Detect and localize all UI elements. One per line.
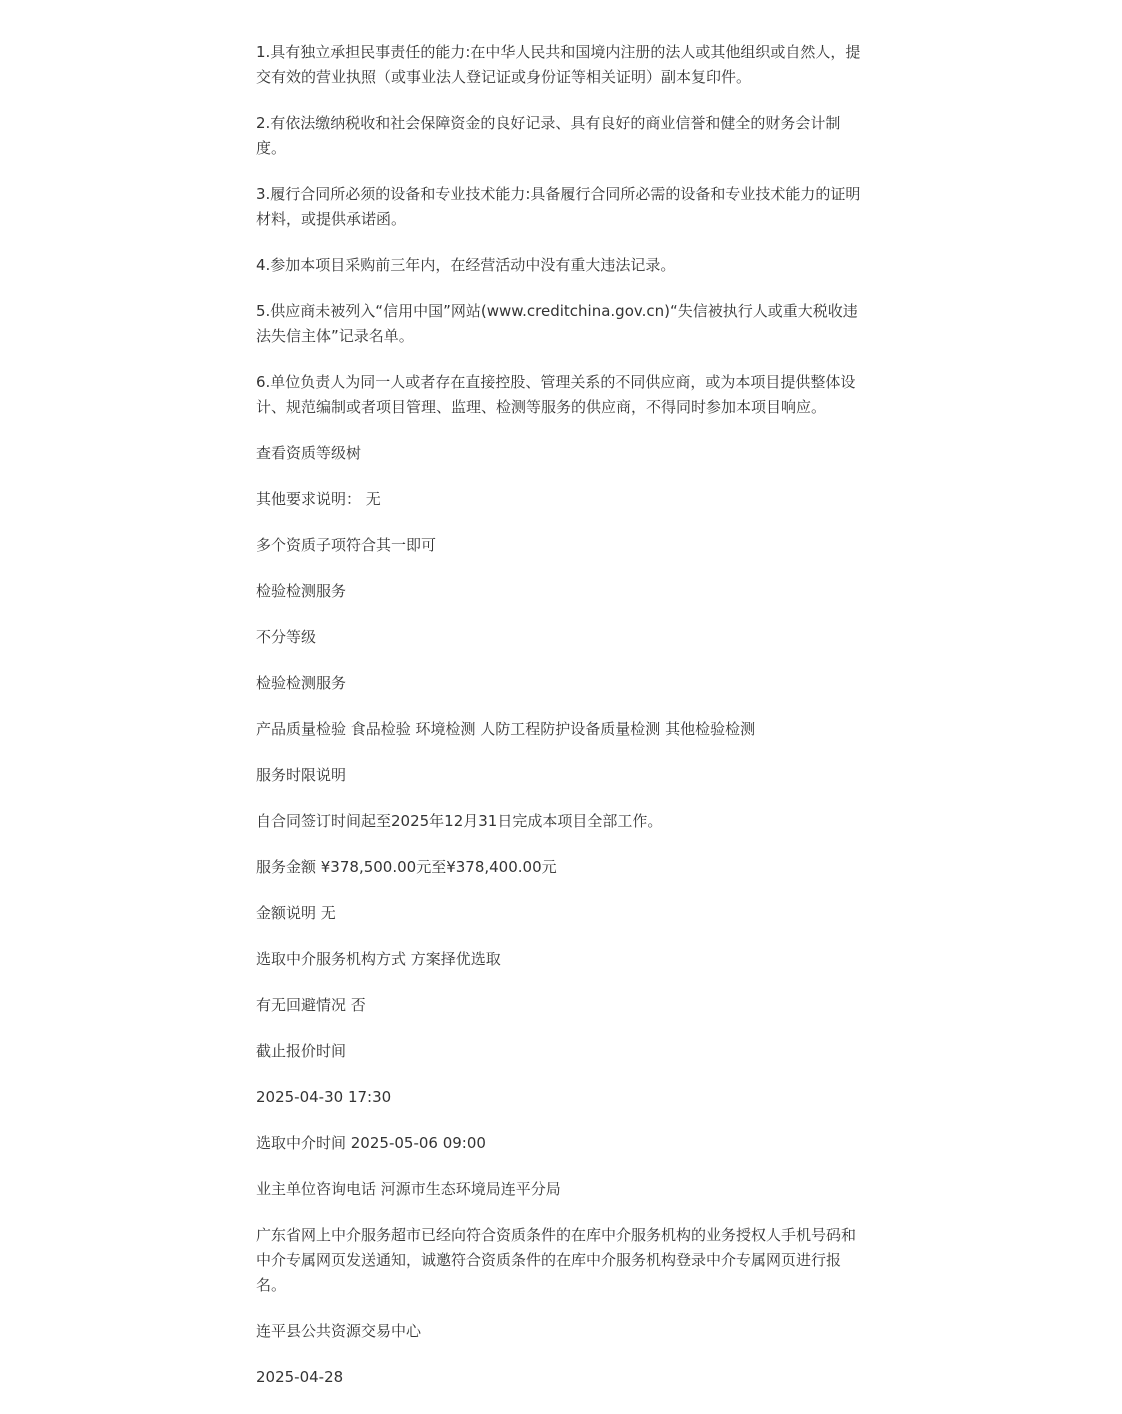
selection-time: 选取中介时间 2025-05-06 09:00 — [256, 1134, 486, 1152]
announcement-content — [256, 40, 870, 1411]
service-amount: 服务金额 ¥378,500.00元至¥378,400.00元 — [256, 858, 557, 876]
qualification-sub-items: 产品质量检验 食品检验 环境检测 人防工程防护设备质量检测 其他检验检测 — [256, 720, 756, 738]
notice-text: 广东省网上中介服务超市已经向符合资质条件的在库中介服务机构的业务授权人手机号码和中介专属网页发送通知，诚邀符合资质条件的在库中介服务机构登录中介专属网页进行报名。 — [256, 1226, 857, 1294]
qualification-category-2: 检验检测服务 — [256, 674, 347, 692]
requirement-1: 1.具有独立承担民事责任的能力:在中华人民共和国境内注册的法人或其他组织或自然人，提交有效的营业执照（或事业法人登记证或身份证等相关证明）副本复印件。 — [256, 43, 861, 86]
publish-date: 2025-04-28 — [256, 1368, 344, 1386]
requirement-5: 5.供应商未被列入“信用中国”网站(www.creditchina.gov.cn)“失信被执行人或重大税收违法失信主体”记录名单。 — [256, 302, 858, 345]
selection-method: 选取中介服务机构方式 方案择优选取 — [256, 950, 501, 968]
view-qualification-tree: 查看资质等级树 — [256, 444, 362, 462]
other-requirements: 其他要求说明： 无 — [256, 490, 381, 508]
requirement-6: 6.单位负责人为同一人或者存在直接控股、管理关系的不同供应商，或为本项目提供整体设计、规范编制或者项目管理、监理、检测等服务的供应商，不得同时参加本项目响应。 — [256, 373, 856, 416]
deadline-label: 截止报价时间 — [256, 1042, 347, 1060]
qualification-any-one: 多个资质子项符合其一即可 — [256, 536, 437, 554]
service-time-limit-label: 服务时限说明 — [256, 766, 347, 784]
deadline-value: 2025-04-30 17:30 — [256, 1088, 392, 1106]
publisher: 连平县公共资源交易中心 — [256, 1322, 422, 1340]
amount-note: 金额说明 无 — [256, 904, 336, 922]
owner-phone: 业主单位咨询电话 河源市生态环境局连平分局 — [256, 1180, 561, 1198]
requirement-2: 2.有依法缴纳税收和社会保障资金的良好记录、具有良好的商业信誉和健全的财务会计制度。 — [256, 114, 841, 157]
qualification-level: 不分等级 — [256, 628, 317, 646]
requirement-4: 4.参加本项目采购前三年内，在经营活动中没有重大违法记录。 — [256, 256, 676, 274]
requirement-3: 3.履行合同所必须的设备和专业技术能力:具备履行合同所必需的设备和专业技术能力的证明材料，或提供承诺函。 — [256, 185, 861, 228]
avoidance: 有无回避情况 否 — [256, 996, 366, 1014]
service-time-limit-value: 自合同签订时间起至2025年12月31日完成本项目全部工作。 — [256, 812, 663, 830]
qualification-category: 检验检测服务 — [256, 582, 347, 600]
